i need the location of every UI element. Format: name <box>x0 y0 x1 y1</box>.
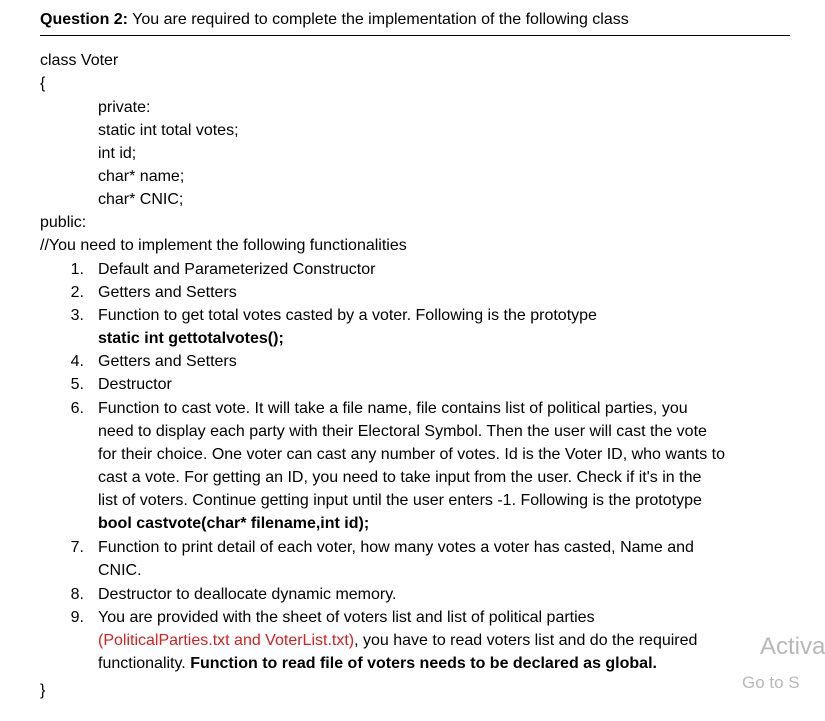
activation-watermark-sub: Go to S <box>742 673 800 692</box>
item-text-rest: , you have to read voters list and do the required <box>354 632 698 649</box>
close-brace: } <box>40 682 46 699</box>
item-text: Destructor to deallocate dynamic memory. <box>98 586 397 603</box>
item-text-plain: functionality. <box>98 655 191 672</box>
item-number: 4. <box>70 353 84 370</box>
member-line: static int total votes; <box>98 122 239 139</box>
item-text: CNIC. <box>98 562 142 579</box>
item-text-files <box>98 630 697 652</box>
question-heading <box>40 9 790 36</box>
item-text: list of voters. Continue getting input until the user enters -1. Following is the prototype <box>98 492 702 509</box>
member-line: int id; <box>98 145 137 162</box>
item-number: 5. <box>70 376 84 393</box>
open-brace: { <box>40 75 46 92</box>
item-text-final <box>98 653 657 675</box>
question-label: Question 2: <box>40 11 129 28</box>
public-label: public: <box>40 214 87 231</box>
prototype-line: static int gettotalvotes(); <box>98 330 284 347</box>
item-number: 1. <box>70 261 84 278</box>
activation-watermark: Activa <box>760 633 825 660</box>
comment-line: //You need to implement the following functionalities <box>40 237 407 254</box>
item-number: 7. <box>70 539 84 556</box>
item-number: 3. <box>70 307 84 324</box>
item-text: Destructor <box>98 376 172 393</box>
item-text-bold: Function to read file of voters needs to be declared as global <box>190 655 653 672</box>
item-text: You are provided with the sheet of voters list and list of political parties <box>98 609 595 626</box>
item-number: 8. <box>70 586 84 603</box>
item-number: 2. <box>70 284 84 301</box>
class-declaration: class Voter <box>40 52 119 69</box>
item-text: cast a vote. For getting an ID, you need to take input from the user. Check if it's in the <box>98 469 702 486</box>
prototype-line: bool castvote(char* filename,int id); <box>98 515 370 532</box>
member-line: char* name; <box>98 168 185 185</box>
item-text: Function to print detail of each voter, how many votes a voter has casted, Name and <box>98 539 694 556</box>
item-text: Function to get total votes casted by a voter. Following is the prototype <box>98 307 597 324</box>
item-text: for their choice. One voter can cast any number of votes. Id is the Voter ID, who wants to <box>98 446 725 463</box>
item-number: 6. <box>70 400 84 417</box>
item-text-period: . <box>652 655 657 672</box>
question-text: You are required to complete the implementation of the following class <box>128 11 629 28</box>
member-line: char* CNIC; <box>98 191 184 208</box>
file-names: (PoliticalParties.txt and VoterList.txt) <box>98 632 355 649</box>
item-text: Default and Parameterized Constructor <box>98 261 376 278</box>
item-text: Function to cast vote. It will take a file name, file contains list of political parties, you <box>98 400 688 417</box>
item-text: need to display each party with their Electoral Symbol. Then the user will cast the vote <box>98 423 707 440</box>
item-text: Getters and Setters <box>98 284 237 301</box>
private-label: private: <box>98 99 151 116</box>
item-number: 9. <box>70 609 84 626</box>
item-text: Getters and Setters <box>98 353 237 370</box>
